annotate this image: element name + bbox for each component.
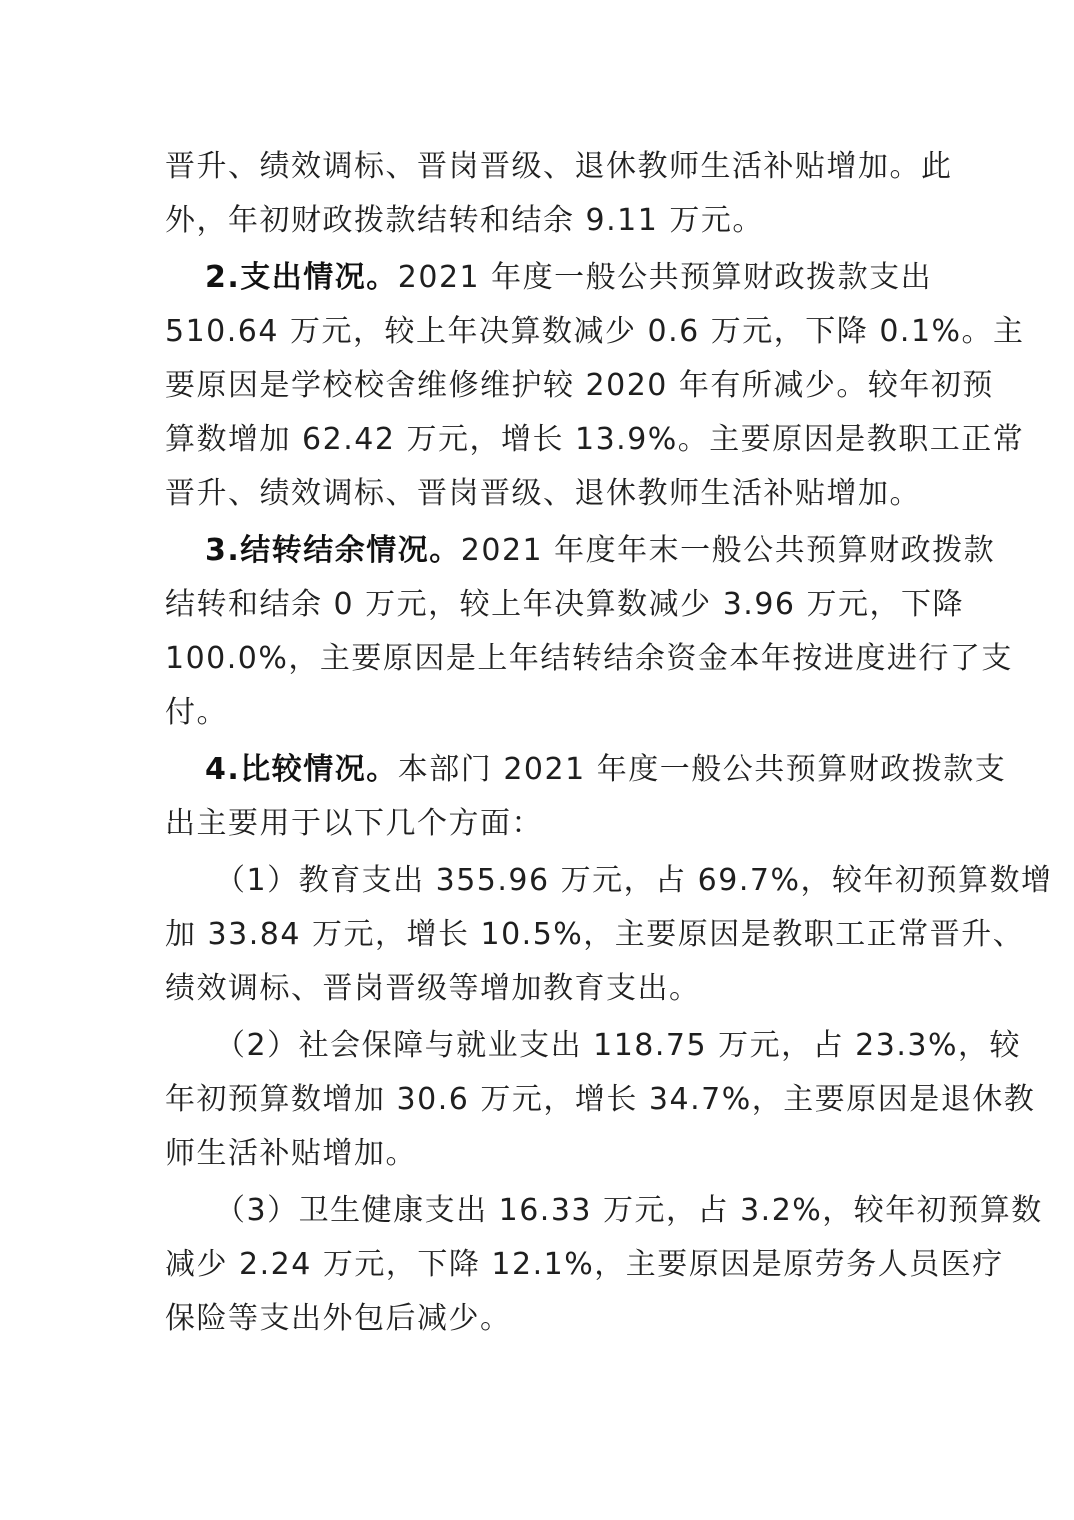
text-line: 保险等支出外包后减少。 (165, 1301, 512, 1336)
text-run: 2021 年度一般公共预算财政拨款支出 (397, 260, 933, 295)
paragraph-carryover (165, 524, 1013, 740)
paragraph-item-education (165, 854, 1053, 1016)
text-line: 结转和结余 0 万元，较上年决算数减少 3.96 万元，下降 (165, 587, 965, 622)
paragraph-comparison (165, 743, 1007, 851)
text-line: 晋升、绩效调标、晋岗晋级、退休教师生活补贴增加。此 (165, 149, 953, 184)
text-line: 要原因是学校校舍维修维护较 2020 年有所减少。较年初预 (165, 368, 994, 403)
text-line: 出主要用于以下几个方面： (165, 806, 543, 841)
text-line: 510.64 万元，较上年决算数减少 0.6 万元，下降 0.1%。主 (165, 314, 1025, 349)
text-line (165, 524, 996, 578)
text-line: （1）教育支出 355.96 万元，占 69.7%，较年初预算数增 (215, 863, 1053, 898)
text-line: 100.0%，主要原因是上年结转结余资金本年按进度进行了支 (165, 641, 1013, 676)
paragraph-expenditure (165, 251, 1025, 521)
text-line: 付。 (165, 695, 228, 730)
document-body (165, 140, 1053, 1346)
text-line: （3）卫生健康支出 16.33 万元，占 3.2%，较年初预算数 (215, 1193, 1043, 1228)
text-run: 2021 年度年末一般公共预算财政拨款 (460, 533, 996, 568)
paragraph-item-health (165, 1184, 1043, 1346)
text-line: 年初预算数增加 30.6 万元，增长 34.7%，主要原因是退休教 (165, 1082, 1036, 1117)
text-line: （2）社会保障与就业支出 118.75 万元，占 23.3%，较 (215, 1028, 1021, 1063)
text-line: 绩效调标、晋岗晋级等增加教育支出。 (165, 971, 701, 1006)
text-line: 加 33.84 万元，增长 10.5%，主要原因是教职工正常晋升、 (165, 917, 1025, 952)
section-heading: 4.比较情况。 (205, 752, 398, 787)
text-line: 减少 2.24 万元，下降 12.1%，主要原因是原劳务人员医疗 (165, 1247, 1004, 1282)
text-run: 本部门 2021 年度一般公共预算财政拨款支 (397, 752, 1007, 787)
paragraph-item-social-security (165, 1019, 1036, 1181)
text-line: 外，年初财政拨款结转和结余 9.11 万元。 (165, 203, 764, 238)
text-line: 晋升、绩效调标、晋岗晋级、退休教师生活补贴增加。 (165, 476, 921, 511)
section-heading: 2.支出情况。 (205, 260, 398, 295)
text-line: 师生活补贴增加。 (165, 1136, 417, 1171)
text-line: 算数增加 62.42 万元，增长 13.9%。主要原因是教职工正常 (165, 422, 1025, 457)
text-line (165, 743, 1007, 797)
text-line (165, 251, 933, 305)
paragraph-continuation (165, 140, 953, 248)
section-heading: 3.结转结余情况。 (205, 533, 461, 568)
